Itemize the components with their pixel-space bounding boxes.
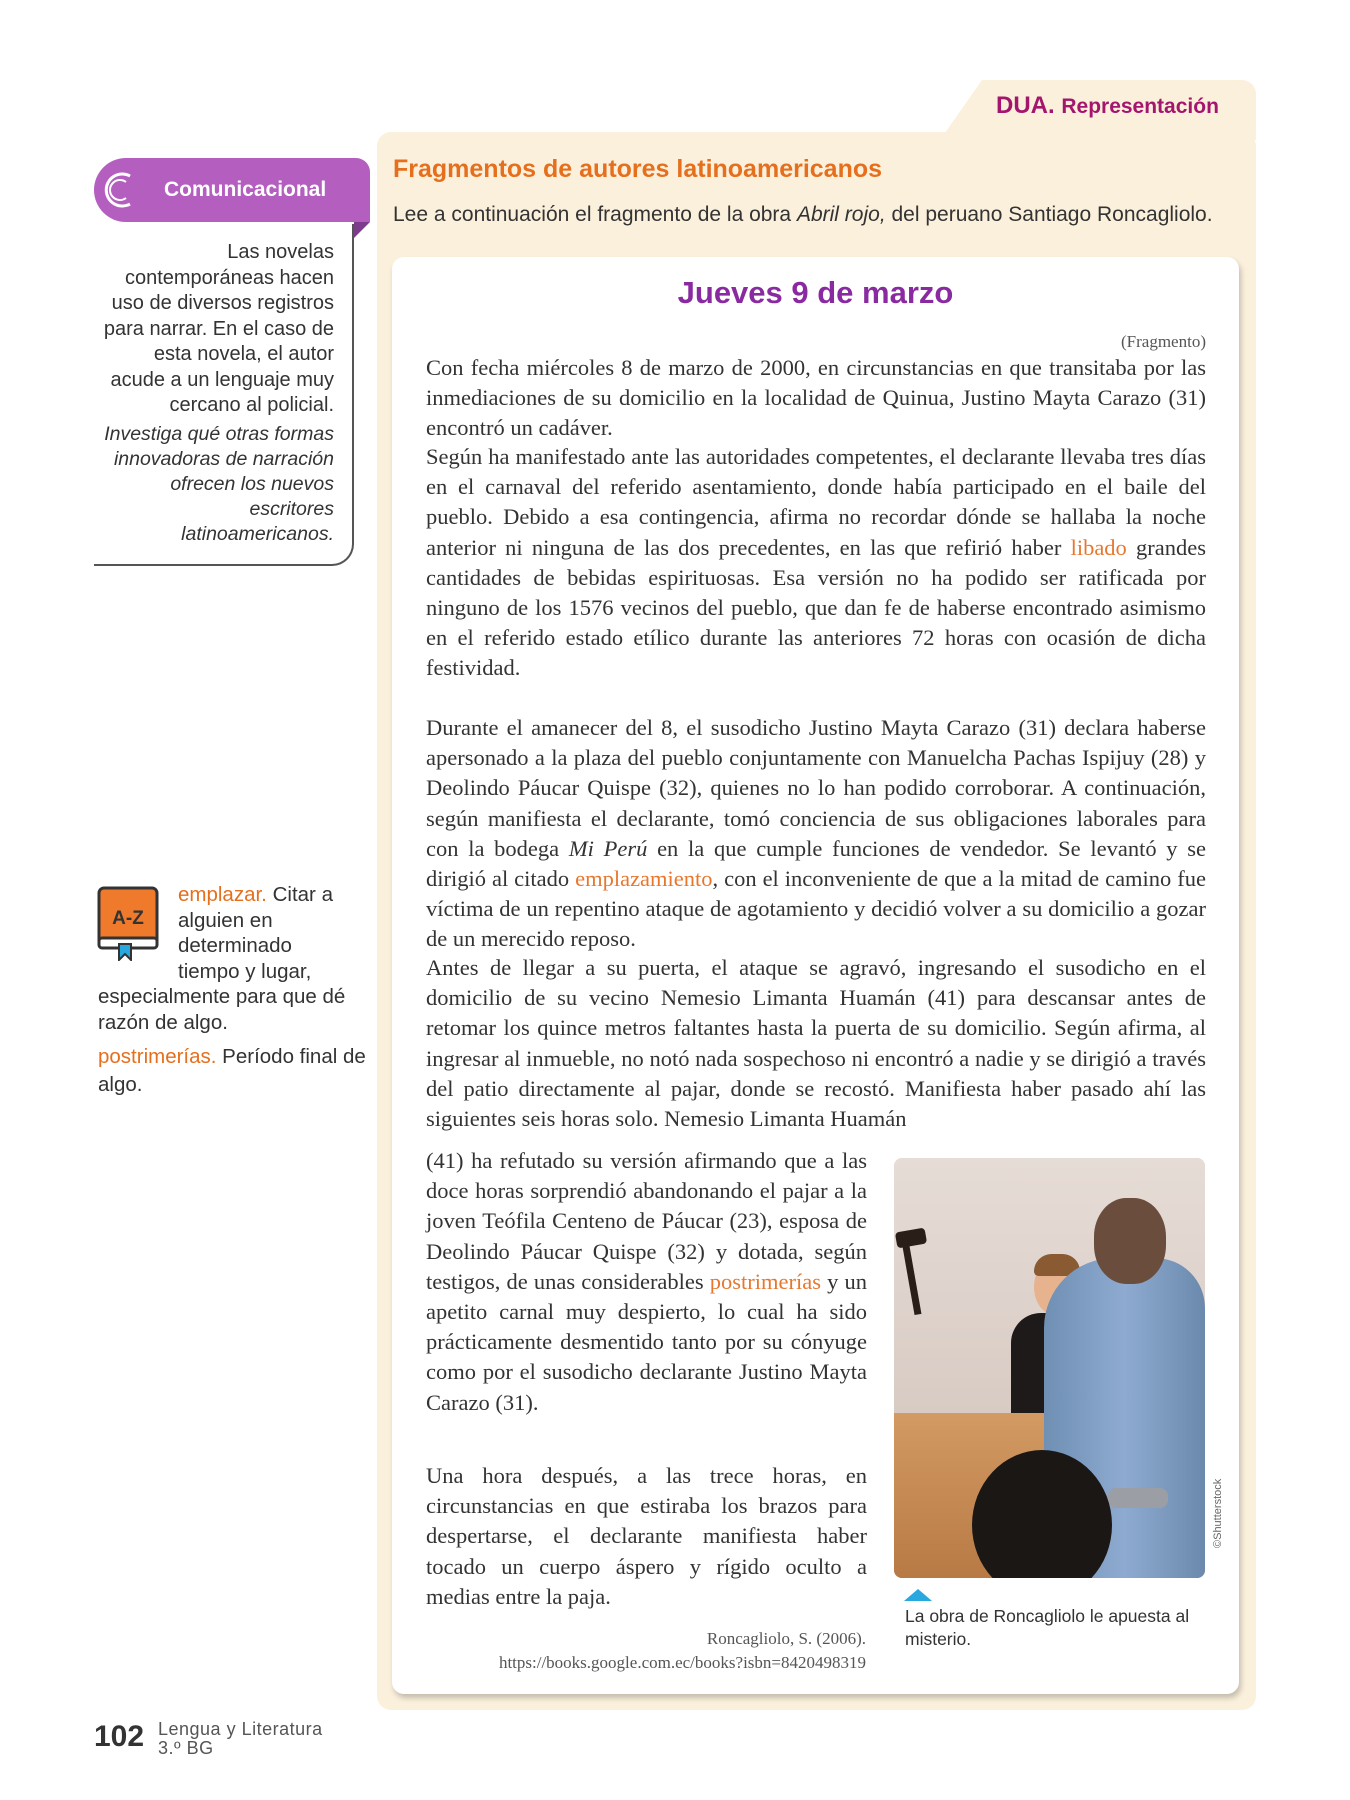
p3-text-mid: en la que cumple funciones de vendedor. Se levantó y se dirigió al citado bbox=[426, 835, 1207, 892]
image-credit: ©Shutterstock bbox=[1212, 1478, 1224, 1548]
paragraph-4: Antes de llegar a su puerta, el ataque se agravó, ingresando el susodicho en el domicilio de su vecino Nemesio Limanta Huamán (41) para descansar antes de retomar los quince metros faltantes hasta la puerta de su domicilio. Según afirma, al ingresar al inmueble, no notó nada sospechoso ni encontró a nadie y se dirigió a través del patio directamente al pajar, donde se recostó. Manifiesta haber pasado ahí las siguientes seis horas solo. Nemesio Limanta Huamán bbox=[426, 955, 1206, 1132]
reading-title: Jueves 9 de marzo bbox=[677, 275, 954, 310]
comunicacional-icon bbox=[100, 168, 144, 212]
paragraph-5: Una hora después, a las trece horas, en circunstancias en que estiraba los brazos para despertarse, el declarante manifiesta haber tocado un cuerpo áspero y rígido oculto a medias entre la paja. bbox=[426, 1463, 867, 1609]
paragraph-4-continued bbox=[426, 1146, 867, 1418]
section-intro bbox=[393, 203, 1213, 227]
glossary-term-postrimerias: postrimerías bbox=[709, 1268, 822, 1294]
p2-text-end: grandes cantidades de bebidas espirituosas. Esa versión no ha podido ser ratificada por ninguno de los 1576 vecinos del pueblo, que dan fe de haberse encontrado asimismo en el referido estado etílico durante las anteriores 72 horas con ocasión de dicha festividad. bbox=[426, 534, 1206, 681]
section-title: Fragmentos de autores latinoamericanos bbox=[393, 155, 883, 183]
glossary-term-emplazamiento: emplazamiento bbox=[575, 866, 713, 892]
page-number: 102 bbox=[94, 1720, 145, 1753]
photo-defendant-head bbox=[1094, 1198, 1166, 1284]
dictionary-icon bbox=[97, 886, 161, 961]
glossary-definition: Citar a alguien en determinado tiempo y lugar, bbox=[178, 883, 333, 983]
glossary-entry-emplazar bbox=[178, 882, 358, 984]
banner-fold bbox=[354, 222, 370, 238]
intro-work-title: Abril rojo, bbox=[796, 203, 886, 226]
image-caption: La obra de Roncagliolo le apuesta al misterio. bbox=[905, 1606, 1190, 1649]
glossary-term: postrimerías. bbox=[98, 1045, 217, 1068]
intro-text-end: del peruano Santiago Roncagliolo. bbox=[885, 203, 1213, 226]
dua-label bbox=[996, 92, 1219, 120]
glossary-entry-postrimerias bbox=[98, 1043, 368, 1099]
dictionary-icon-label: A-Z bbox=[112, 908, 144, 929]
p4-text: (41) ha refutado su versión afirmando que a las doce horas sorprendió abandonando el pajar a la joven Teófila Centeno de Páucar (23), esposa de Deolindo Páucar Quispe (32) y dotada, según testigos, de unas considerables bbox=[426, 1148, 867, 1294]
p2-text: Según ha manifestado ante las autoridades competentes, el declarante llevaba tres días en el carnaval del referido asentamiento, donde había participado en el baile del pueblo. Debido a esa contingencia, afirma no recordar dónde se hallaba la noche anterior ni ninguna de las dos precedentes, en las que refirió haber bbox=[426, 444, 1206, 560]
dua-bold: DUA. bbox=[996, 92, 1055, 119]
paragraph-2 bbox=[426, 442, 1206, 684]
glossary-entry-emplazar-cont: especialmente para que dé razón de algo. bbox=[98, 985, 346, 1034]
dua-text: Representación bbox=[1061, 95, 1219, 118]
glossary-term-libado: libado bbox=[1070, 534, 1127, 560]
subject-name: Lengua y Literatura bbox=[158, 1719, 323, 1739]
paragraph-3 bbox=[426, 713, 1206, 955]
sidebar-text: Las novelas contemporáneas hacen uso de diversos registros para narrar. En el caso de esta novela, el autor acude a un lenguaje muy cercano al policial. bbox=[103, 241, 334, 416]
glossary-definition: Período final de algo. bbox=[98, 1045, 366, 1096]
store-name: Mi Perú bbox=[568, 835, 648, 861]
paragraph-1: Con fecha miércoles 8 de marzo de 2000, en circunstancias en que transitaba por las inmediaciones de su domicilio en la localidad de Quinua, Justino Mayta Carazo (31) encontró un cadáver. bbox=[426, 355, 1206, 441]
p3-text: Durante el amanecer del 8, el susodicho Justino Mayta Carazo (31) declara haberse apersonado a la plaza del pueblo conjuntamente con Manuelcha Pachas Ispijuy (28) y Deolindo Páucar Quispe (32), quienes no lo han podido corroborar. A continuación, según manifiesta el declarante, tomó conciencia de sus obligaciones laborales para con la bodega bbox=[426, 715, 1206, 861]
courtroom-photo bbox=[894, 1158, 1205, 1578]
p4-text-end: y un apetito carnal muy despierto, lo cual ha sido prácticamente desmentido tanto por su cónyuge como por el susodicho declarante Justino Mayta Carazo (31). bbox=[426, 1268, 867, 1415]
footer-subject bbox=[158, 1720, 323, 1758]
source-author: Roncagliolo, S. (2006). bbox=[706, 1629, 866, 1648]
fragment-label: (Fragmento) bbox=[1121, 332, 1206, 351]
sidebar-activity: Investiga qué otras formas innovadoras de narración ofrecen los nuevos escritores latinoamericanos. bbox=[104, 423, 334, 545]
intro-text: Lee a continuación el fragmento de la obra bbox=[393, 203, 797, 226]
caption-marker-icon bbox=[904, 1589, 932, 1601]
comunicacional-label: Comunicacional bbox=[164, 178, 327, 201]
p3-text-end: , con el inconveniente de que a la mitad de camino fue víctima de un repentino ataque de agotamiento y decidió volver a su domicilio a gozar de un merecido reposo. bbox=[426, 866, 1206, 952]
glossary-term: emplazar. bbox=[178, 883, 267, 906]
source-citation bbox=[426, 1627, 866, 1675]
handcuffs bbox=[1108, 1488, 1168, 1508]
grade-label: 3.º BG bbox=[158, 1738, 214, 1758]
source-url: https://books.google.com.ec/books?isbn=8420498319 bbox=[498, 1653, 866, 1672]
